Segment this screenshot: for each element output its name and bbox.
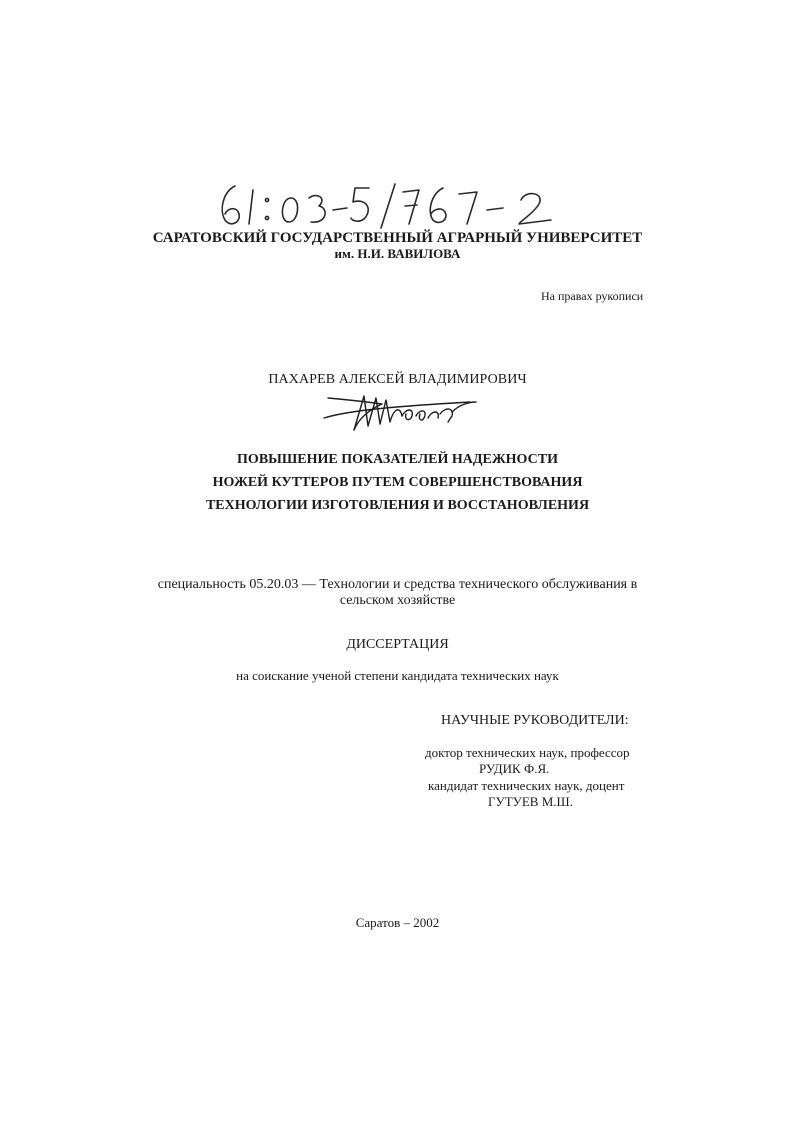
university-name: САРАТОВСКИЙ ГОСУДАРСТВЕННЫЙ АГРАРНЫЙ УНИВЕРСИТЕТ bbox=[152, 230, 643, 246]
degree-statement: на соискание ученой степени кандидата технических наук bbox=[236, 668, 559, 683]
dissertation-title-line: ТЕХНОЛОГИИ ИЗГОТОВЛЕНИЯ И ВОССТАНОВЛЕНИЯ bbox=[205, 498, 590, 513]
university-honorific: им. Н.И. ВАВИЛОВА bbox=[334, 246, 461, 261]
author-name: ПАХАРЕВ АЛЕКСЕЙ ВЛАДИМИРОВИЧ bbox=[268, 372, 527, 387]
author-signature bbox=[320, 388, 480, 438]
dissertation-title-line: ПОВЫШЕНИЕ ПОКАЗАТЕЛЕЙ НАДЕЖНОСТИ bbox=[237, 452, 558, 467]
dissertation-title-line: НОЖЕЙ КУТТЕРОВ ПУТЕМ СОВЕРШЕНСТВОВАНИЯ bbox=[212, 475, 583, 490]
place-and-year: Саратов – 2002 bbox=[355, 915, 440, 930]
supervisor-name: РУДИК Ф.Я. bbox=[479, 761, 550, 776]
supervisor-title: кандидат технических наук, доцент bbox=[428, 778, 625, 793]
rights-note: На правах рукописи bbox=[541, 289, 644, 303]
specialty-line: сельском хозяйстве bbox=[339, 593, 456, 608]
specialty-line: специальность 05.20.03 — Технологии и средства технического обслуживания в bbox=[157, 577, 638, 592]
supervisor-name: ГУТУЕВ М.Ш. bbox=[488, 794, 573, 809]
handwritten-catalog-number bbox=[205, 178, 585, 234]
supervisor-title: доктор технических наук, профессор bbox=[425, 745, 630, 760]
supervisors-heading: НАУЧНЫЕ РУКОВОДИТЕЛИ: bbox=[441, 713, 629, 728]
document-type: ДИССЕРТАЦИЯ bbox=[346, 637, 449, 652]
